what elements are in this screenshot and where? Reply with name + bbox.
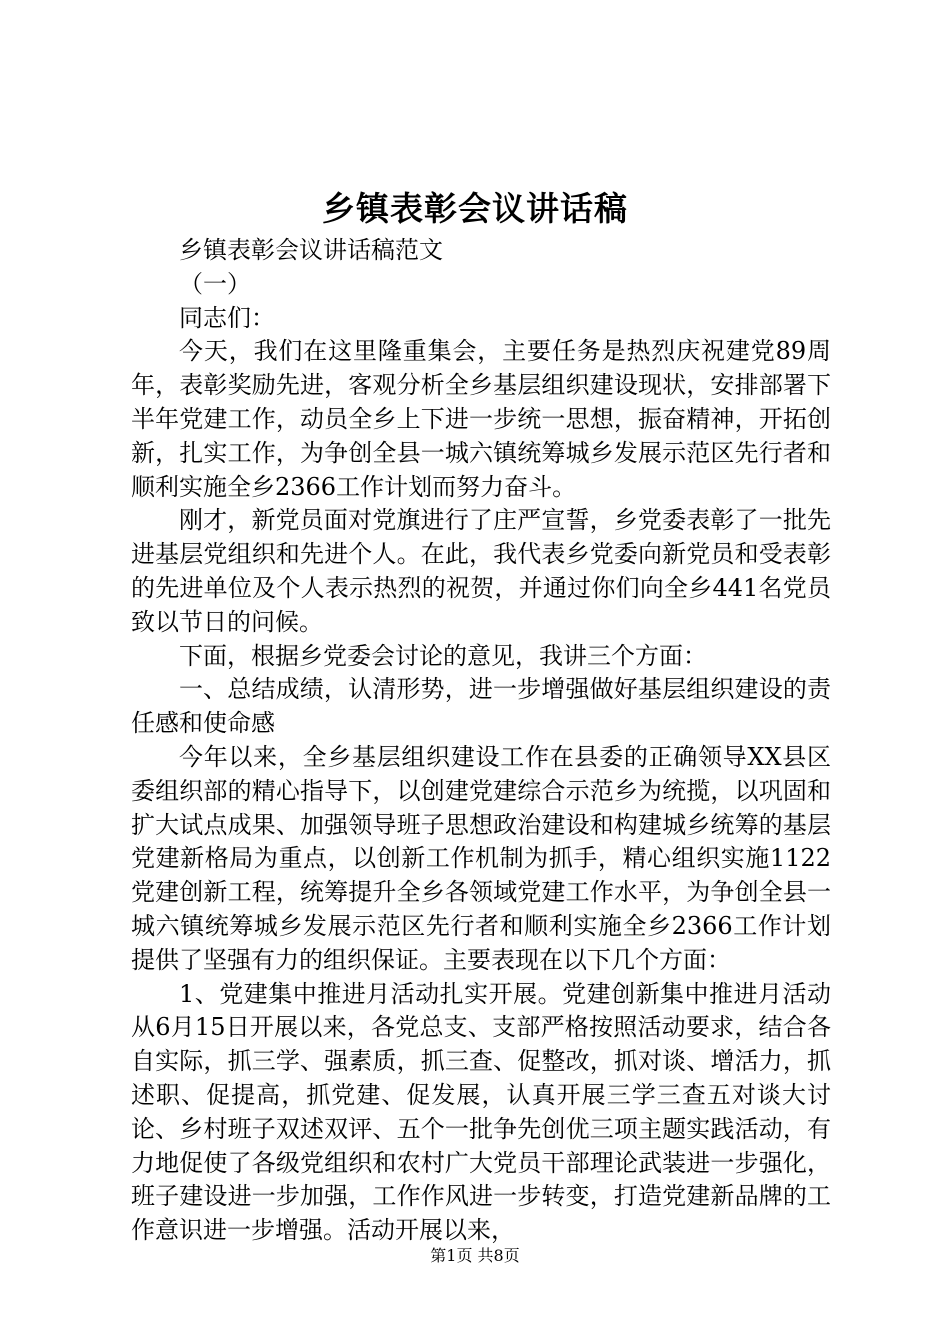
document-title: 乡镇表彰会议讲话稿 bbox=[322, 189, 628, 228]
paragraph-heading: 一、总结成绩，认清形势，进一步增强做好基层组织建设的责任感和使命感 bbox=[131, 675, 831, 738]
paragraph: 下面，根据乡党委会讨论的意见，我讲三个方面： bbox=[179, 641, 707, 670]
paragraph: 今天，我们在这里隆重集会，主要任务是热烈庆祝建党89周年，表彰奖励先进，客观分析全乡基层组织建设现状，安排部署下半年党建工作，动员全乡上下进一步统一思想，振奋精神，开拓创新，扎实工作，为争创全县一城六镇统筹城乡发展示范区先行者和顺利实施全乡2366工作计划而努力奋斗。 bbox=[131, 337, 831, 501]
paragraph: 1、党建集中推进月活动扎实开展。党建创新集中推进月活动从6月15日开展以来，各党总支、支部严格按照活动要求，结合各自实际，抓三学、强素质，抓三查、促整改，抓对谈、增活力，抓述职、促提高，抓党建、促发展，认真开展三学三查五对谈大讨论、乡村班子双述双评、五个一批争先创优三项主题实践活动，有力地促使了各级党组织和农村广大党员干部理论武装进一步强化，班子建设进一步加强，工作作风进一步转变，打造党建新品牌的工作意识进一步增强。活动开展以来， bbox=[131, 979, 831, 1245]
page-footer: 第1页 共8页 bbox=[430, 1246, 520, 1265]
document-body bbox=[131, 234, 831, 1248]
paragraph-section-number: （一） bbox=[179, 269, 251, 298]
paragraph: 今年以来，全乡基层组织建设工作在县委的正确领导XX县区委组织部的精心指导下，以创建党建综合示范乡为统揽，以巩固和扩大试点成果、加强领导班子思想政治建设和构建城乡统筹的基层党建新格局为重点，以创新工作机制为抓手，精心组织实施1122党建创新工程，统筹提升全乡各领域党建工作水平，为争创全县一城六镇统筹城乡发展示范区先行者和顺利实施全乡2366工作计划提供了坚强有力的组织保证。主要表现在以下几个方面： bbox=[131, 742, 831, 974]
paragraph: 刚才，新党员面对党旗进行了庄严宣誓，乡党委表彰了一批先进基层党组织和先进个人。在此，我代表乡党委向新党员和受表彰的先进单位及个人表示热烈的祝贺，并通过你们向全乡441名党员致以节日的问候。 bbox=[131, 506, 831, 636]
paragraph-subtitle: 乡镇表彰会议讲话稿范文 bbox=[179, 236, 443, 264]
paragraph-salutation: 同志们： bbox=[179, 303, 275, 332]
